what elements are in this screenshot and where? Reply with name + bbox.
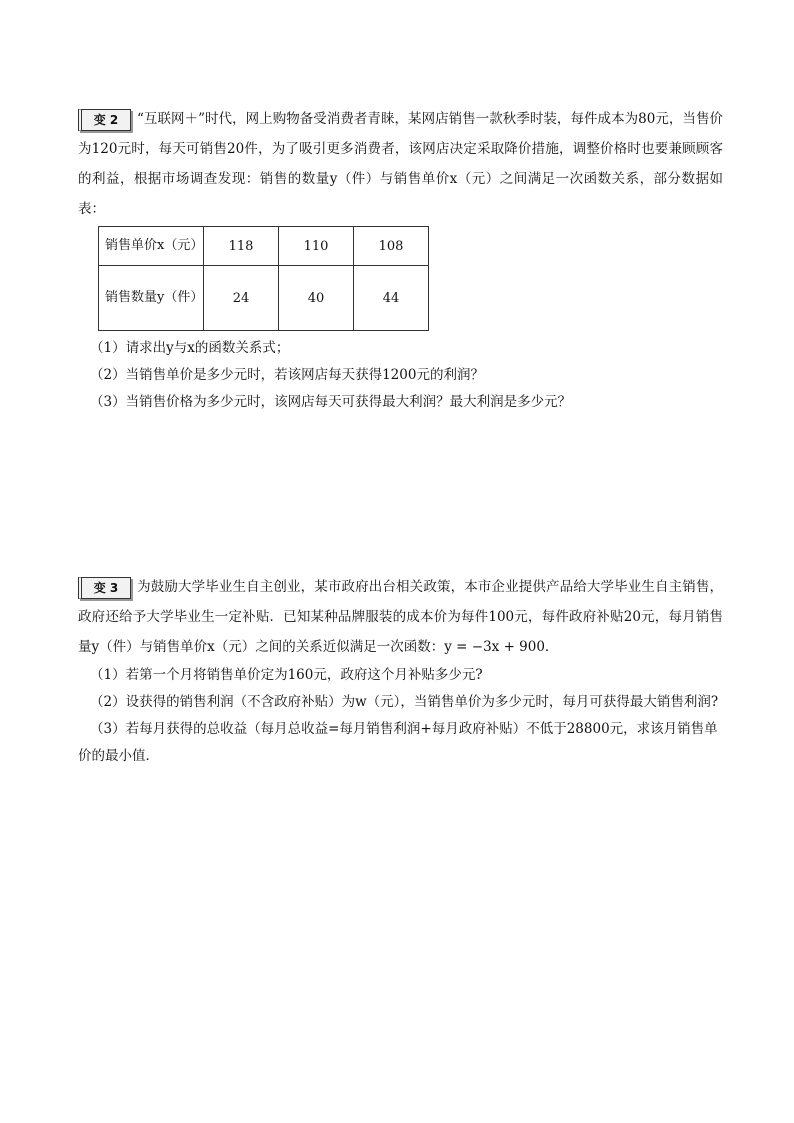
- problem-2: [78, 104, 723, 416]
- problem-3: [78, 572, 723, 770]
- table-row-header-quantity: 销售数量y（件）: [99, 266, 204, 331]
- table-cell: 24: [204, 266, 279, 331]
- table-cell: 118: [204, 227, 279, 266]
- question-2-3: （3）当销售价格为多少元时，该网店每天可获得最大利润？最大利润是多少元？: [90, 394, 572, 410]
- table-cell: 110: [279, 227, 354, 266]
- question-2-1: （1）请求出y与x的函数关系式；: [90, 340, 290, 356]
- question-3-2: （2）设获得的销售利润（不含政府补贴）为w（元），当销售单价为多少元时，每月可获得最大销售利润?: [90, 694, 719, 710]
- problem-2-intro-text: “互联网＋”时代，网上购物备受消费者青睐，某网店销售一款秋季时装，每件成本为80元，当售价为120元时，每天可销售20件，为了吸引更多消费者，该网店决定采取降价措施，调整价格时也要兼顾顾客的利益，根据市场调查发现：销售的数量y（件）与销售单价x（元）之间满足一次函数关系，部分数据如表：: [78, 111, 723, 217]
- problem-2-badge: 变 2: [78, 109, 131, 131]
- table-row-header-price: 销售单价x（元）: [99, 227, 204, 266]
- table-cell: 108: [354, 227, 429, 266]
- table-cell: 40: [279, 266, 354, 331]
- price-quantity-table: [98, 226, 429, 331]
- question-3-1: （1）若第一个月将销售单价定为160元，政府这个月补贴多少元?: [90, 667, 483, 683]
- table-row: [99, 227, 429, 266]
- table-row: [99, 266, 429, 331]
- problem-3-intro: [78, 572, 723, 662]
- problem-2-intro: [78, 104, 723, 224]
- question-2-2: （2）当销售单价是多少元时，若该网店每天获得1200元的利润？: [90, 367, 484, 383]
- problem-3-badge: 变 3: [78, 577, 131, 599]
- question-3-3: （3）若每月获得的总收益（每月总收益=每月销售利润+每月政府补贴）不低于28800元，求该月销售单价的最小值．: [78, 721, 718, 764]
- table-cell: 44: [354, 266, 429, 331]
- problem-3-intro-text: 为鼓励大学毕业生自主创业，某市政府出台相关政策，本市企业提供产品给大学毕业生自主销售，政府还给予大学毕业生一定补贴．已知某种品牌服装的成本价为每件100元，每件政府补贴20元，每月销售量y（件）与销售单价x（元）之间的关系近似满足一次函数：y = −3x + 900．: [78, 579, 723, 655]
